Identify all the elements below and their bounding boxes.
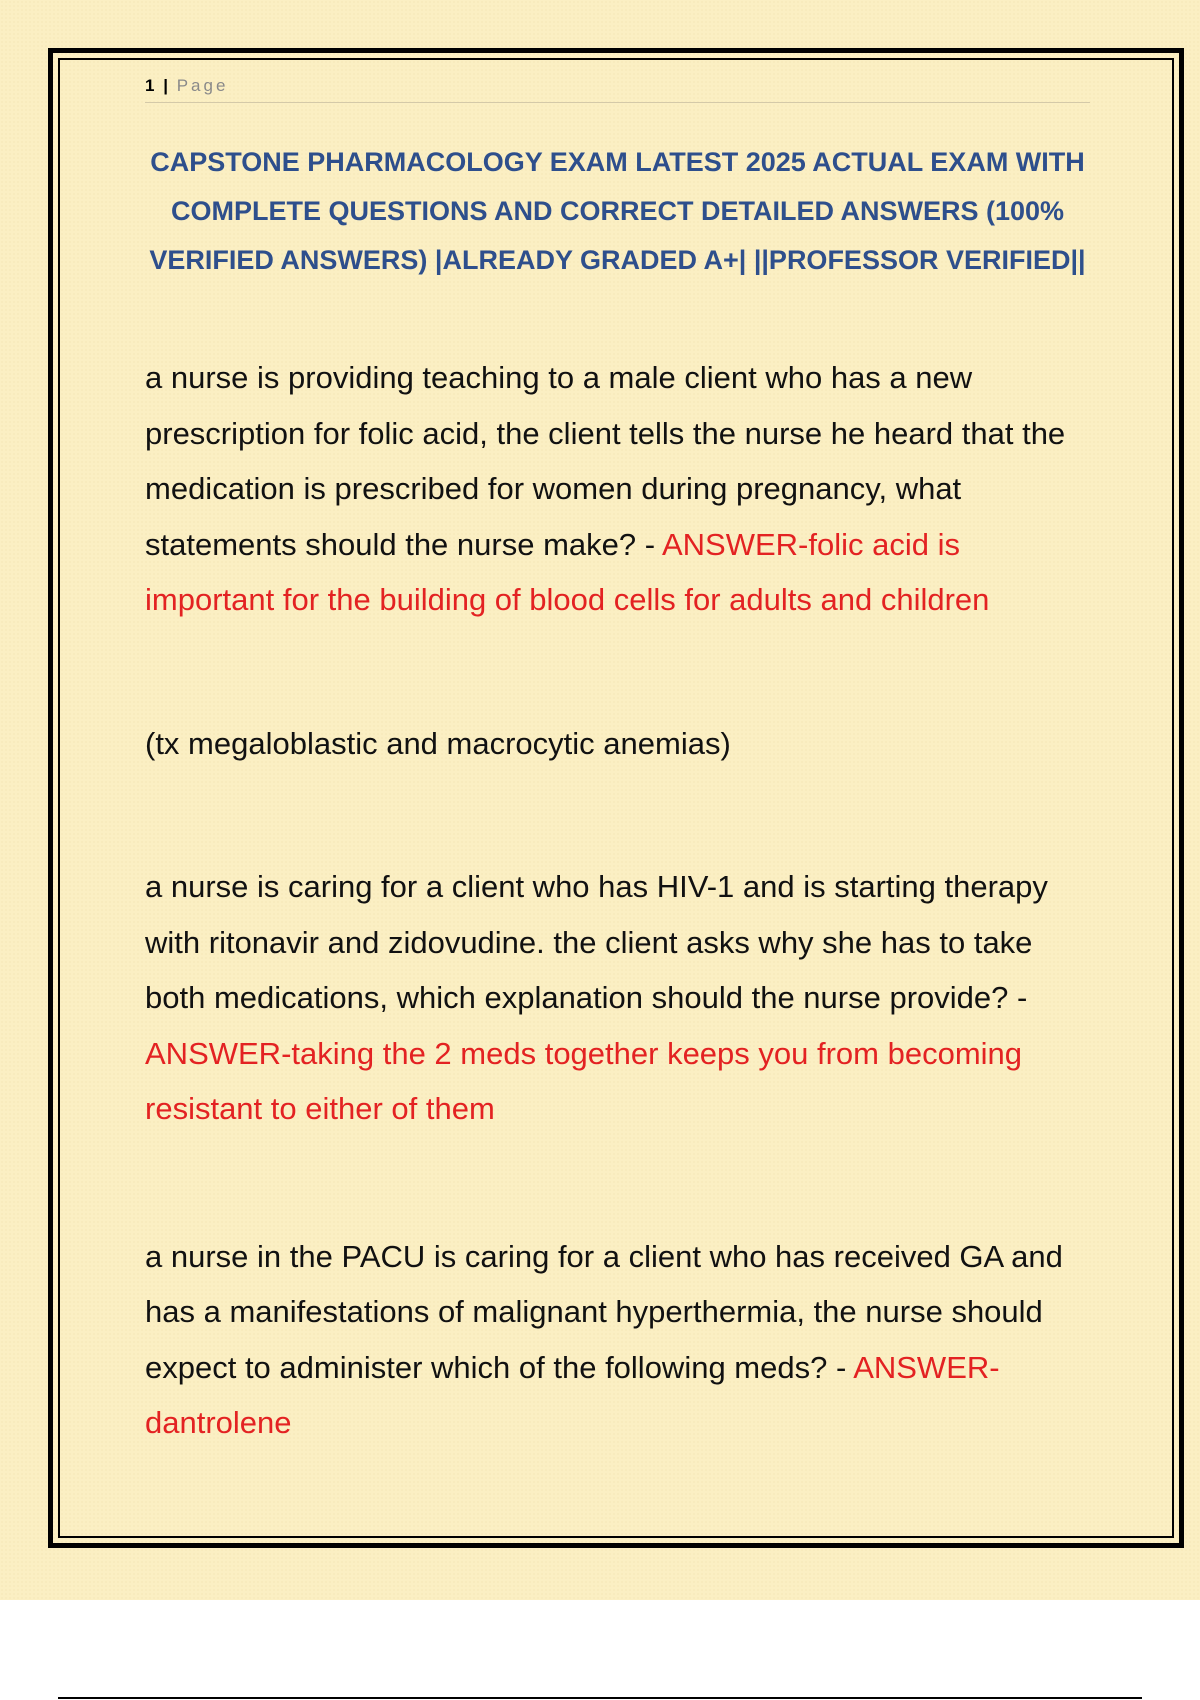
footer-divider [58, 1697, 1142, 1699]
page-label: Page [176, 76, 229, 95]
answer-text: ANSWER-dantrolene [145, 1349, 1000, 1440]
qa-item [145, 1229, 1095, 1451]
qa-list [145, 350, 1095, 1451]
page-number: 1 [145, 76, 155, 95]
question-text: a nurse is providing teaching to a male client who has a new prescription for folic acid, the client tells the nurse he heard that the medication is prescribed for women during pregnancy, what statements should the nurse make? - [145, 360, 1066, 562]
answer-text: ANSWER-folic acid is important for the building of blood cells for adults and children [145, 526, 990, 617]
question-text: a nurse in the PACU is caring for a client who has received GA and has a manifestations of malignant hyperthermia, the nurse should expect to administer which of the following meds? - [145, 1238, 1063, 1385]
answer-note: (tx megaloblastic and macrocytic anemias) [145, 725, 731, 761]
page-header [145, 74, 1090, 103]
document-title: CAPSTONE PHARMACOLOGY EXAM LATEST 2025 ACTUAL EXAM WITH COMPLETE QUESTIONS AND CORRECT DETAILED ANSWERS (100% VERIFIED ANSWERS) |ALREADY GRADED A+| ||PROFESSOR VERIFIED|| [149, 147, 1086, 275]
page-header-separator: | [163, 76, 168, 95]
answer-text: ANSWER-taking the 2 meds together keeps you from becoming resistant to either of them [145, 1035, 1023, 1126]
qa-item [145, 350, 1095, 628]
question-text: a nurse is caring for a client who has HIV-1 and is starting therapy with ritonavir and zidovudine. the client asks why she has to take both medications, which explanation should the nurse provide? - [145, 869, 1048, 1015]
qa-item [145, 859, 1095, 1137]
